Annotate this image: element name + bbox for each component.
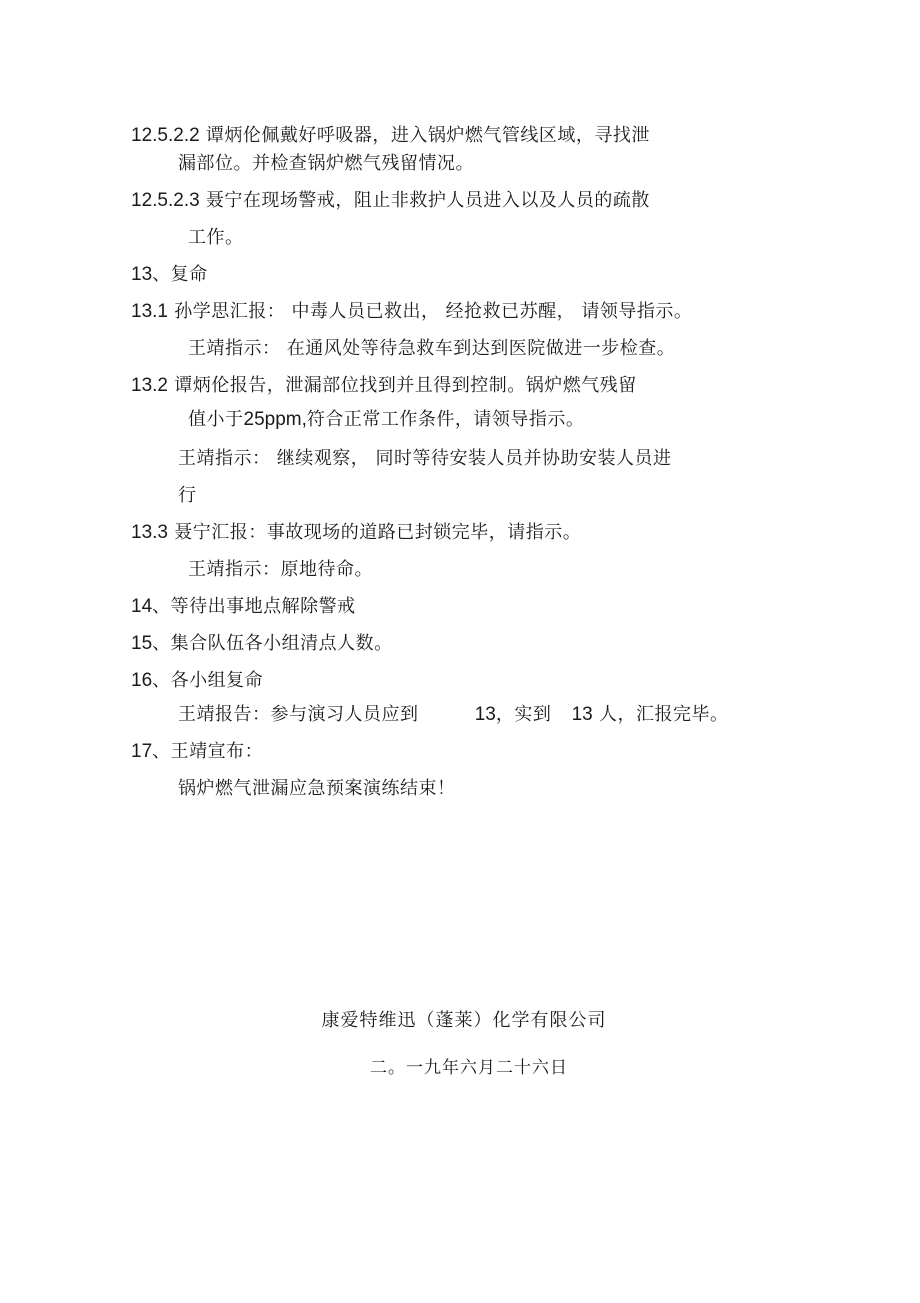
clause-12-5-2-3 bbox=[131, 189, 650, 213]
clause-text: 谭炳伦佩戴好呼吸器，进入锅炉燃气管线区域，寻找泄 bbox=[205, 125, 650, 146]
clause-number: 12.5.2.2 bbox=[131, 125, 200, 146]
section-number: 16 bbox=[131, 670, 153, 691]
announcement-text: 锅炉燃气泄漏应急预案演练结束！ bbox=[178, 778, 456, 799]
clause-13-2-cont bbox=[188, 408, 584, 432]
company-name: 康爱特维迅（蓬莱）化学有限公司 bbox=[321, 1010, 607, 1031]
instruction-13-1 bbox=[188, 337, 675, 361]
section-number: 17 bbox=[131, 741, 153, 762]
actual-count: 13 bbox=[571, 704, 593, 725]
clause-13-2 bbox=[131, 374, 637, 398]
section-text: 、各小组复命 bbox=[152, 670, 264, 691]
clause-text: 漏部位。并检查锅炉燃气残留情况。 bbox=[178, 153, 474, 174]
document-date: 二。一九年六月二十六日 bbox=[370, 1058, 568, 1078]
expected-count: 13 bbox=[474, 704, 496, 725]
clause-number: 13.1 bbox=[131, 301, 168, 322]
clause-text: 谭炳伦报告，泄漏部位找到并且得到控制。锅炉燃气残留 bbox=[174, 375, 637, 396]
instruction-text: 王靖指示： 在通风处等待急救车到达到医院做进一步检查。 bbox=[188, 338, 676, 359]
clause-13-3 bbox=[131, 521, 581, 545]
section-text: 、王靖宣布： bbox=[152, 741, 264, 762]
clause-number: 13.3 bbox=[131, 522, 168, 543]
section-number: 14 bbox=[131, 596, 153, 617]
measurement-value: 25ppm, bbox=[243, 409, 307, 430]
clause-text: 符合正常工作条件，请领导指示。 bbox=[306, 409, 585, 430]
section-13 bbox=[131, 263, 208, 287]
section-15 bbox=[131, 632, 393, 656]
section-17 bbox=[131, 740, 263, 764]
section-text: 、等待出事地点解除警戒 bbox=[152, 596, 356, 617]
clause-text: 孙学思汇报： 中毒人员已救出， 经抢救已苏醒， 请领导指示。 bbox=[174, 301, 693, 322]
report-text: 人，汇报完毕。 bbox=[598, 704, 729, 725]
announcement bbox=[178, 777, 456, 801]
clause-text: 值小于 bbox=[188, 409, 244, 430]
clause-12-5-2-2-cont bbox=[178, 152, 474, 176]
section-text: 、复命 bbox=[152, 264, 208, 285]
instruction-text: 行 bbox=[178, 485, 197, 506]
section-text: 、集合队伍各小组清点人数。 bbox=[152, 633, 393, 654]
instruction-text: 王靖指示： 继续观察， 同时等待安装人员并协助安装人员进 bbox=[178, 448, 672, 469]
section-14 bbox=[131, 595, 356, 619]
clause-12-5-2-3-cont bbox=[188, 226, 244, 250]
clause-text: 工作。 bbox=[188, 227, 244, 248]
report-text: ，实到 bbox=[495, 704, 552, 725]
instruction-text: 王靖指示：原地待命。 bbox=[188, 559, 373, 580]
report-text: 王靖报告：参与演习人员应到 bbox=[178, 704, 419, 725]
clause-text: 聂宁在现场警戒，阻止非救护人员进入以及人员的疏散 bbox=[205, 190, 650, 211]
instruction-13-2-cont bbox=[178, 484, 197, 508]
clause-number: 12.5.2.3 bbox=[131, 190, 200, 211]
instruction-13-2 bbox=[178, 447, 671, 471]
section-16 bbox=[131, 669, 263, 693]
section-number: 15 bbox=[131, 633, 153, 654]
section-number: 13 bbox=[131, 264, 153, 285]
clause-text: 聂宁汇报：事故现场的道路已封锁完毕，请指示。 bbox=[174, 522, 582, 543]
instruction-13-3 bbox=[188, 558, 373, 582]
report-16 bbox=[178, 703, 728, 727]
clause-number: 13.2 bbox=[131, 375, 168, 396]
clause-12-5-2-2 bbox=[131, 124, 650, 148]
clause-13-1 bbox=[131, 300, 692, 324]
